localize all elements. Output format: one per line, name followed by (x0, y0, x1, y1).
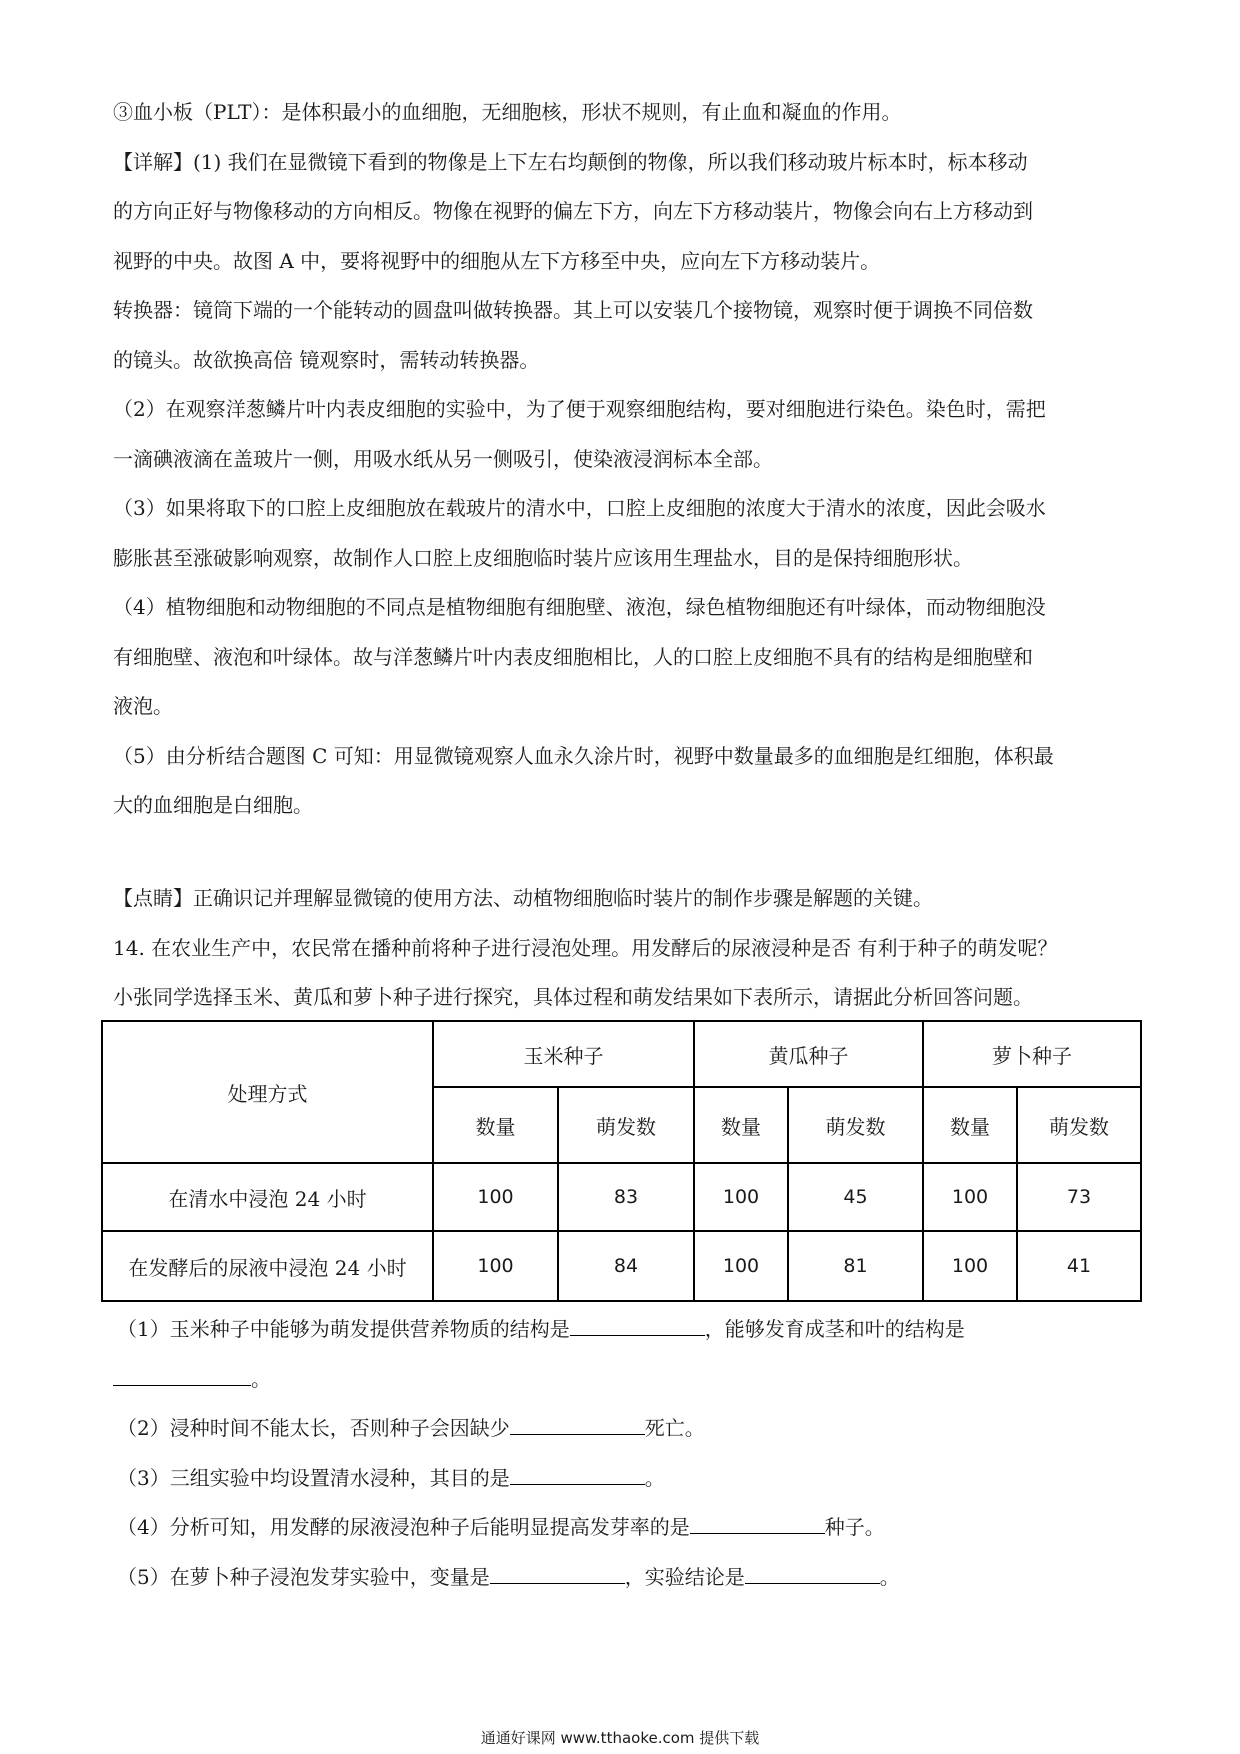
text-line: （4）植物细胞和动物细胞的不同点是植物细胞有细胞壁、液泡，绿色植物细胞还有叶绿体，而动物细胞没 (113, 595, 1046, 619)
text-line: （2）在观察洋葱鳞片叶内表皮细胞的实验中，为了便于观察细胞结构，要对细胞进行染色。染色时，需把 (113, 397, 1046, 421)
question-1-cont (113, 1363, 271, 1392)
row-label: 在清水中浸泡 24 小时 (102, 1163, 433, 1231)
text-line: 【点睛】正确识记并理解显微镜的使用方法、动植物细胞临时装片的制作步骤是解题的关键。 (113, 886, 933, 910)
question-text: （2）浸种时间不能太长，否则种子会因缺少 (117, 1416, 510, 1440)
text-line: 【详解】(1) 我们在显微镜下看到的物像是上下左右均颠倒的物像，所以我们移动玻片标本时，标本移动 (113, 149, 1028, 174)
text-line: 的方向正好与物像移动的方向相反。物像在视野的偏左下方，向左下方移动装片，物像会向右上方移动到 (113, 199, 1033, 223)
question-14-stem (113, 874, 1133, 1023)
text-line: 小张同学选择玉米、黄瓜和萝卜种子进行探究，具体过程和萌发结果如下表所示，请据此分析回答问题。 (113, 985, 1033, 1009)
table-cell: 100 (694, 1163, 788, 1231)
group-header-radish: 萝卜种子 (923, 1021, 1141, 1087)
text-line: （5）由分析结合题图 C 可知：用显微镜观察人血永久涂片时，视野中数量最多的血细胞是红细胞，体积最 (113, 743, 1054, 768)
table-cell: 100 (433, 1231, 558, 1301)
table-cell: 100 (923, 1231, 1017, 1301)
text-line: 视野的中央。故图 A 中，要将视野中的细胞从左下方移至中央，应向左下方移动装片。 (113, 248, 881, 273)
table-row (102, 1163, 1141, 1231)
answer-blank[interactable] (490, 1565, 625, 1584)
question-4 (117, 1511, 885, 1540)
text-line: 14. 在农业生产中，农民常在播种前将种子进行浸泡处理。用发酵后的尿液浸种是否 有利于种子的萌发呢？ (113, 935, 1058, 960)
subheader-cell: 萌发数 (1017, 1087, 1141, 1163)
question-text: ，能够发育成茎和叶的结构是 (704, 1317, 965, 1341)
germination-table (101, 1020, 1142, 1302)
table-row (102, 1231, 1141, 1301)
question-2 (117, 1412, 705, 1441)
question-text: 死亡。 (644, 1416, 705, 1440)
table-cell: 73 (1017, 1163, 1141, 1231)
group-header-cucumber: 黄瓜种子 (694, 1021, 923, 1087)
row-label: 在发酵后的尿液中浸泡 24 小时 (102, 1231, 433, 1301)
table-cell: 100 (433, 1163, 558, 1231)
answer-blank[interactable] (570, 1317, 705, 1336)
table-cell: 84 (558, 1231, 694, 1301)
answer-blank[interactable] (510, 1466, 645, 1485)
answer-blank[interactable] (510, 1416, 645, 1435)
subheader-cell: 萌发数 (558, 1087, 694, 1163)
answer-blank[interactable] (113, 1367, 251, 1386)
question-3 (117, 1462, 665, 1491)
question-5 (117, 1561, 900, 1590)
text-line: （3）如果将取下的口腔上皮细胞放在载玻片的清水中，口腔上皮细胞的浓度大于清水的浓度，因此会吸水 (113, 496, 1046, 520)
table-cell: 81 (788, 1231, 923, 1301)
page-footer: 通通好课网 www.tthaoke.com 提供下载 (480, 1729, 760, 1747)
text-line: 有细胞壁、液泡和叶绿体。故与洋葱鳞片叶内表皮细胞相比，人的口腔上皮细胞不具有的结构是细胞壁和 (113, 644, 1033, 669)
answer-blank[interactable] (745, 1565, 880, 1584)
subheader-cell: 萌发数 (788, 1087, 923, 1163)
question-text: （4）分析可知，用发酵的尿液浸泡种子后能明显提高发芽率的是 (117, 1515, 690, 1539)
row-header-cell: 处理方式 (102, 1021, 433, 1163)
group-header-corn: 玉米种子 (433, 1021, 694, 1087)
subheader-cell: 数量 (923, 1087, 1017, 1163)
explanation-text (113, 88, 1133, 831)
question-text: （1）玉米种子中能够为萌发提供营养物质的结构是 (117, 1317, 570, 1341)
question-text: （5）在萝卜种子浸泡发芽实验中，变量是 (117, 1565, 490, 1589)
question-text: 。 (251, 1367, 271, 1391)
question-text: 种子。 (824, 1515, 885, 1539)
subheader-cell: 数量 (694, 1087, 788, 1163)
question-text: （3）三组实验中均设置清水浸种，其目的是 (117, 1466, 510, 1490)
question-text: ，实验结论是 (624, 1565, 745, 1589)
text-line: 一滴碘液滴在盖玻片一侧，用吸水纸从另一侧吸引，使染液浸润标本全部。 (113, 446, 773, 471)
text-line: 大的血细胞是白细胞。 (113, 793, 313, 817)
text-line: ③血小板（PLT）：是体积最小的血细胞，无细胞核，形状不规则，有止血和凝血的作用。 (113, 100, 902, 124)
text-line: 的镜头。故欲换高倍 镜观察时，需转动转换器。 (113, 347, 540, 372)
text-line: 膨胀甚至涨破影响观察，故制作人口腔上皮细胞临时装片应该用生理盐水，目的是保持细胞形状。 (113, 545, 973, 570)
text-line: 转换器：镜筒下端的一个能转动的圆盘叫做转换器。其上可以安装几个接物镜，观察时便于调换不同倍数 (113, 298, 1033, 322)
question-1 (117, 1313, 965, 1342)
question-text: 。 (644, 1466, 665, 1490)
subheader-cell: 数量 (433, 1087, 558, 1163)
answer-blank[interactable] (690, 1515, 825, 1534)
question-text: 。 (879, 1565, 900, 1589)
table-cell: 100 (694, 1231, 788, 1301)
table-cell: 45 (788, 1163, 923, 1231)
table-cell: 83 (558, 1163, 694, 1231)
text-line: 液泡。 (113, 694, 173, 718)
table-cell: 100 (923, 1163, 1017, 1231)
table-cell: 41 (1017, 1231, 1141, 1301)
